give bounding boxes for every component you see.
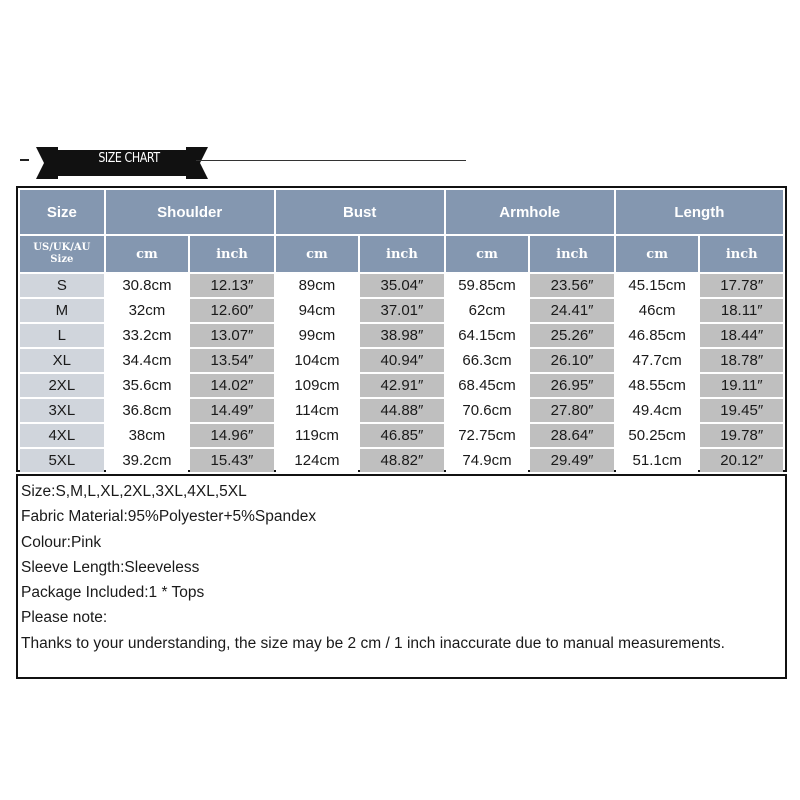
table-row <box>20 349 783 372</box>
measurement-cell: 109cm <box>276 374 359 397</box>
measurement-cell: 51.1cm <box>616 449 699 472</box>
measurement-cell: 15.43″ <box>190 449 273 472</box>
subheader-armhole-cm: cm <box>446 236 529 272</box>
measurement-cell: 46.85cm <box>616 324 699 347</box>
measurement-cell: 38.98″ <box>360 324 443 347</box>
subheader-row <box>20 236 783 272</box>
measurement-cell: 12.60″ <box>190 299 273 322</box>
size-cell: 5XL <box>20 449 104 472</box>
measurement-cell: 50.25cm <box>616 424 699 447</box>
subheader-shoulder-inch: inch <box>190 236 273 272</box>
measurement-cell: 26.95″ <box>530 374 613 397</box>
table-row <box>20 324 783 347</box>
product-notes <box>16 474 787 679</box>
measurement-cell: 46.85″ <box>360 424 443 447</box>
measurement-cell: 42.91″ <box>360 374 443 397</box>
measurement-cell: 39.2cm <box>106 449 189 472</box>
note-line: Please note: <box>21 609 108 627</box>
measurement-cell: 124cm <box>276 449 359 472</box>
measurement-cell: 72.75cm <box>446 424 529 447</box>
measurement-cell: 74.9cm <box>446 449 529 472</box>
measurement-cell: 14.96″ <box>190 424 273 447</box>
measurement-cell: 94cm <box>276 299 359 322</box>
size-cell: S <box>20 274 104 297</box>
measurement-cell: 19.78″ <box>700 424 783 447</box>
banner-title: SIZE CHART <box>98 151 160 166</box>
note-line: Fabric Material:95%Polyester+5%Spandex <box>21 508 317 526</box>
measurement-cell: 48.55cm <box>616 374 699 397</box>
measurement-cell: 33.2cm <box>106 324 189 347</box>
table-row <box>20 299 783 322</box>
header-bust: Bust <box>276 190 444 234</box>
measurement-cell: 14.49″ <box>190 399 273 422</box>
subheader-length-cm: cm <box>616 236 699 272</box>
measurement-cell: 13.07″ <box>190 324 273 347</box>
measurement-cell: 30.8cm <box>106 274 189 297</box>
table-row <box>20 424 783 447</box>
measurement-cell: 25.26″ <box>530 324 613 347</box>
measurement-cell: 19.45″ <box>700 399 783 422</box>
measurement-cell: 99cm <box>276 324 359 347</box>
header-armhole: Armhole <box>446 190 614 234</box>
measurement-cell: 47.7cm <box>616 349 699 372</box>
measurement-cell: 18.11″ <box>700 299 783 322</box>
header-row <box>20 190 783 234</box>
banner-dash <box>20 159 29 161</box>
table-row <box>20 449 783 472</box>
measurement-cell: 46cm <box>616 299 699 322</box>
measurement-cell: 34.4cm <box>106 349 189 372</box>
measurement-cell: 62cm <box>446 299 529 322</box>
measurement-cell: 18.78″ <box>700 349 783 372</box>
subheader-region-size: US/UK/AU Size <box>20 236 104 272</box>
measurement-cell: 119cm <box>276 424 359 447</box>
size-cell: 2XL <box>20 374 104 397</box>
measurement-cell: 37.01″ <box>360 299 443 322</box>
size-table <box>18 188 785 474</box>
subheader-shoulder-cm: cm <box>106 236 189 272</box>
measurement-cell: 24.41″ <box>530 299 613 322</box>
note-line: Thanks to your understanding, the size may be 2 cm / 1 inch inaccurate due to manual measurements. <box>21 634 725 652</box>
header-size: Size <box>20 190 104 234</box>
subheader-armhole-inch: inch <box>530 236 613 272</box>
measurement-cell: 26.10″ <box>530 349 613 372</box>
size-table-frame <box>16 186 787 472</box>
note-line: Sleeve Length:Sleeveless <box>21 558 200 576</box>
measurement-cell: 70.6cm <box>446 399 529 422</box>
size-rows <box>20 274 783 472</box>
measurement-cell: 114cm <box>276 399 359 422</box>
measurement-cell: 19.11″ <box>700 374 783 397</box>
measurement-cell: 104cm <box>276 349 359 372</box>
size-cell: L <box>20 324 104 347</box>
subheader-bust-cm: cm <box>276 236 359 272</box>
table-row <box>20 274 783 297</box>
measurement-cell: 23.56″ <box>530 274 613 297</box>
measurement-cell: 45.15cm <box>616 274 699 297</box>
table-row <box>20 399 783 422</box>
banner-rule <box>196 160 466 161</box>
measurement-cell: 12.13″ <box>190 274 273 297</box>
header-shoulder: Shoulder <box>106 190 274 234</box>
measurement-cell: 18.44″ <box>700 324 783 347</box>
measurement-cell: 49.4cm <box>616 399 699 422</box>
measurement-cell: 89cm <box>276 274 359 297</box>
measurement-cell: 68.45cm <box>446 374 529 397</box>
measurement-cell: 36.8cm <box>106 399 189 422</box>
measurement-cell: 17.78″ <box>700 274 783 297</box>
measurement-cell: 20.12″ <box>700 449 783 472</box>
measurement-cell: 32cm <box>106 299 189 322</box>
table-row <box>20 374 783 397</box>
header-length: Length <box>616 190 783 234</box>
size-cell: 4XL <box>20 424 104 447</box>
measurement-cell: 64.15cm <box>446 324 529 347</box>
measurement-cell: 35.04″ <box>360 274 443 297</box>
size-cell: XL <box>20 349 104 372</box>
measurement-cell: 44.88″ <box>360 399 443 422</box>
size-chart-banner <box>20 145 450 179</box>
measurement-cell: 28.64″ <box>530 424 613 447</box>
measurement-cell: 59.85cm <box>446 274 529 297</box>
measurement-cell: 48.82″ <box>360 449 443 472</box>
size-cell: 3XL <box>20 399 104 422</box>
size-cell: M <box>20 299 104 322</box>
measurement-cell: 66.3cm <box>446 349 529 372</box>
subheader-length-inch: inch <box>700 236 783 272</box>
note-line: Package Included:1 * Tops <box>21 584 205 602</box>
measurement-cell: 14.02″ <box>190 374 273 397</box>
measurement-cell: 27.80″ <box>530 399 613 422</box>
note-line: Colour:Pink <box>21 533 102 551</box>
measurement-cell: 40.94″ <box>360 349 443 372</box>
measurement-cell: 35.6cm <box>106 374 189 397</box>
note-line: Size:S,M,L,XL,2XL,3XL,4XL,5XL <box>21 483 247 500</box>
subheader-bust-inch: inch <box>360 236 443 272</box>
measurement-cell: 29.49″ <box>530 449 613 472</box>
measurement-cell: 13.54″ <box>190 349 273 372</box>
measurement-cell: 38cm <box>106 424 189 447</box>
